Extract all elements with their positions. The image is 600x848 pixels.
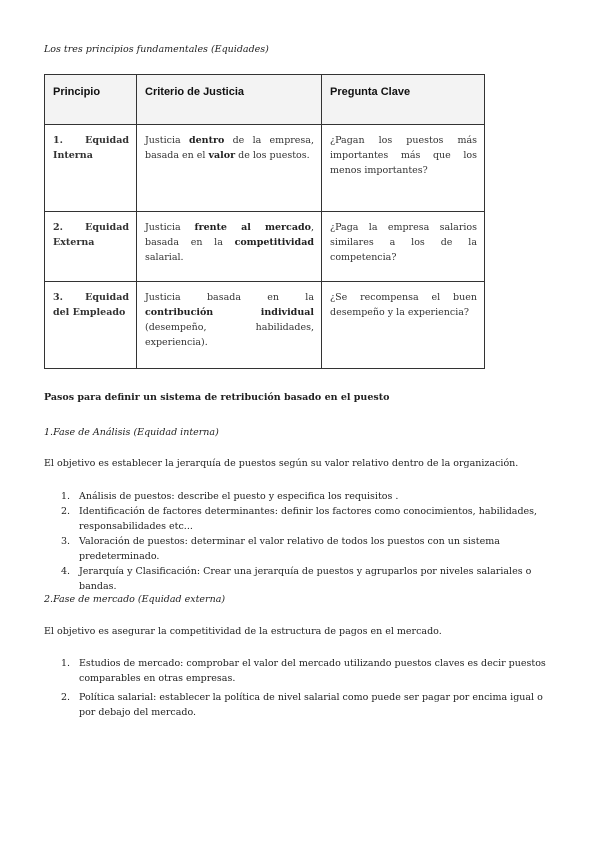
table-header-cell (45, 75, 137, 125)
criterion-cell: Justicia dentro de la empresa, basada en el valor de los puestos. (137, 125, 322, 212)
question-cell: ¿Paga la empresa salarios similares a los de la competencia? (322, 212, 485, 282)
list-item: 4. Jerarquía y Clasificación: Crear una jerarquía de puestos y agruparlos por niveles salariales o bandas. (61, 566, 532, 592)
list-item: 3. Valoración de puestos: determinar el valor relativo de todos los puestos con un sistema predeterminado. (61, 536, 500, 562)
phase2-intro: El objetivo es asegurar la competitividad de la estructura de pagos en el mercado. (44, 626, 442, 637)
header-principio: Principio (53, 86, 101, 98)
phase1-list (44, 489, 562, 594)
principle-cell: 3. Equidad del Empleado (45, 282, 137, 369)
table-header-cell (322, 75, 485, 125)
header-pregunta: Pregunta Clave (330, 86, 411, 98)
header-criterio: Criterio de Justicia (145, 86, 245, 98)
phase1-title: 1.Fase de Análisis (Equidad interna) (44, 427, 219, 438)
section-title: Pasos para definir un sistema de retribución basado en el puesto (44, 392, 390, 403)
principles-table (44, 74, 485, 369)
list-item: 1. Análisis de puestos: describe el puesto y especifica los requisitos . (61, 491, 399, 502)
list-item: 1. Estudios de mercado: comprobar el valor del mercado utilizando puestos claves es decir puestos comparables en otras empresas. (61, 658, 546, 684)
table-header-row (45, 75, 485, 125)
table-row (45, 282, 485, 369)
phase2-list (44, 656, 562, 720)
phase2-title: 2.Fase de mercado (Equidad externa) (44, 594, 226, 605)
table-caption: Los tres principios fundamentales (Equidades) (44, 44, 269, 55)
criterion-cell: Justicia basada en la contribución individual (desempeño, habilidades, experiencia). (137, 282, 322, 369)
phase1-intro: El objetivo es establecer la jerarquía de puestos según su valor relativo dentro de la organización. (44, 458, 519, 469)
question-cell: ¿Pagan los puestos más importantes más que los menos importantes? (322, 125, 485, 212)
principle-cell: 2. Equidad Externa (45, 212, 137, 282)
list-item: 2. Identificación de factores determinantes: definir los factores como conocimientos, habilidades, responsabilidades etc... (61, 506, 538, 532)
list-item: 2. Política salarial: establecer la política de nivel salarial como puede ser pagar por encima igual o por debajo del mercado. (61, 692, 543, 718)
principle-cell: 1. Equidad Interna (45, 125, 137, 212)
question-cell: ¿Se recompensa el buen desempeño y la experiencia? (322, 282, 485, 369)
criterion-cell: Justicia frente al mercado, basada en la competitividad salarial. (137, 212, 322, 282)
table-header-cell (137, 75, 322, 125)
table-row (45, 125, 485, 212)
table-row (45, 212, 485, 282)
